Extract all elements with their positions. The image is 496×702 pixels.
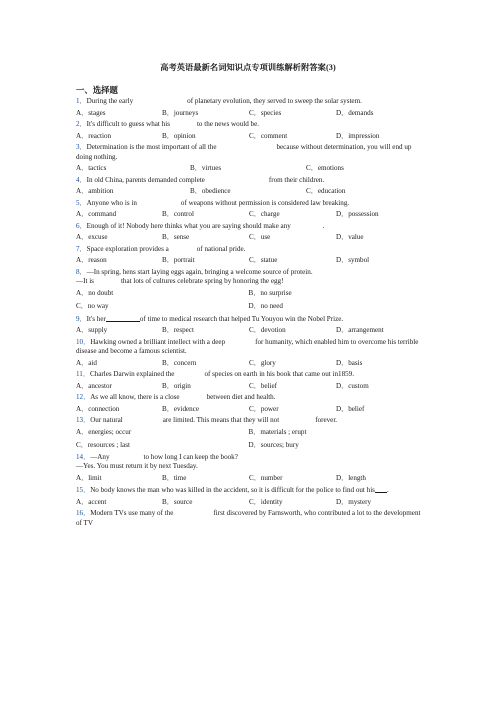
question-text: Charles Darwin explained the: [89, 370, 175, 379]
question-text: In old China, parents demanded complete: [86, 175, 205, 184]
question-14: [76, 453, 421, 463]
options-7: [76, 254, 421, 267]
question-text: As we all know, there is a close: [90, 393, 180, 402]
option-a[interactable]: A．excuse: [76, 233, 108, 242]
option-b[interactable]: B．origin: [162, 381, 191, 390]
option-a[interactable]: A．supply: [76, 326, 108, 335]
question-text: are limited. This means that they will not: [162, 416, 280, 425]
question-text: Our natural: [90, 416, 123, 425]
question-12: [76, 393, 421, 403]
question-number: 10．: [76, 337, 91, 346]
option-b[interactable]: B．opinion: [162, 131, 196, 140]
option-a[interactable]: A．limit: [76, 473, 102, 482]
question-number: 11．: [76, 370, 90, 379]
question-text: Hawking owned a brilliant intellect with a deep: [90, 337, 226, 346]
answer-blank: [106, 314, 140, 322]
option-d[interactable]: D．basis: [336, 358, 363, 367]
option-a[interactable]: A．connection: [76, 404, 120, 413]
option-c[interactable]: C．education: [306, 187, 346, 196]
option-d[interactable]: D．impression: [336, 131, 380, 140]
option-b[interactable]: B．respect: [162, 326, 194, 335]
option-b[interactable]: B．portrait: [162, 256, 195, 265]
question-number: 8．: [76, 267, 87, 276]
option-d[interactable]: D．symbol: [336, 256, 370, 265]
option-c[interactable]: C．identity: [249, 497, 283, 506]
question-number: 15．: [76, 486, 91, 495]
option-c[interactable]: C．use: [249, 233, 271, 242]
option-c[interactable]: C．devotion: [249, 326, 286, 335]
question-number: 12．: [76, 393, 91, 402]
question-list: [76, 97, 421, 528]
options-9: [76, 324, 421, 337]
question-text: —Any: [90, 452, 110, 461]
question-4: [76, 176, 421, 186]
option-b[interactable]: B．control: [162, 210, 194, 219]
question-text: No body knows the man who was killed in the accident, so it is difficult for the police to find out his: [90, 486, 375, 495]
option-d[interactable]: D．arrangement: [336, 326, 384, 335]
question-text: for humanity, which enabled him to overcome his terrible disease and become a famous scientist.: [76, 337, 419, 356]
question-text: of national pride.: [196, 244, 246, 253]
question-number: 4．: [76, 175, 87, 184]
option-c[interactable]: C．glory: [249, 358, 276, 367]
question-text: to the news would be.: [196, 120, 260, 128]
question-text: of species on earth in his book that came out in1859.: [204, 370, 354, 379]
option-b[interactable]: B．source: [162, 497, 193, 506]
question-13: [76, 416, 421, 426]
option-a[interactable]: A．command: [76, 210, 117, 219]
option-a[interactable]: A．accent: [76, 497, 107, 506]
question-10: [76, 338, 421, 357]
option-d[interactable]: D．belief: [336, 404, 365, 413]
question-14-line-2: [76, 462, 421, 472]
question-7: [76, 245, 421, 255]
question-16: [76, 509, 421, 528]
question-text: .: [322, 221, 325, 230]
question-text: of time to medical research that helped Tu Youyou win the Nobel Prize.: [139, 314, 344, 323]
option-c[interactable]: C．comment: [249, 131, 288, 140]
question-text: to how long I can keep the book?: [143, 452, 238, 461]
answer-blank: [375, 485, 387, 493]
option-d[interactable]: D．sources; bury: [248, 441, 299, 450]
options-11: [76, 380, 421, 393]
question-text: —In spring, hens start laying eggs again, bringing a welcome source of protein.: [86, 267, 313, 276]
question-text: It's difficult to guess what his: [86, 120, 170, 128]
option-a[interactable]: A．aid: [76, 358, 97, 367]
options-13-row-1: [76, 426, 421, 439]
question-2: [76, 120, 421, 130]
question-text: from their children.: [268, 175, 325, 184]
option-c[interactable]: C．power: [249, 404, 279, 413]
option-b[interactable]: B．time: [162, 473, 187, 482]
question-text: —It is: [76, 277, 94, 286]
option-d[interactable]: D．demands: [336, 108, 374, 117]
question-text: —Yes. You must return it by next Tuesday.: [76, 462, 198, 471]
option-a[interactable]: A．reason: [76, 256, 107, 265]
option-a[interactable]: A．reaction: [76, 131, 112, 140]
options-12: [76, 403, 421, 416]
options-8-row-2: [76, 300, 421, 313]
question-text: .: [386, 486, 389, 495]
options-13-row-2: [76, 439, 421, 452]
option-b[interactable]: B．obedience: [190, 187, 231, 196]
option-d[interactable]: D．value: [336, 233, 364, 242]
question-number: 1．: [76, 97, 87, 105]
option-c[interactable]: C．emotions: [306, 164, 344, 173]
options-8-row-1: [76, 287, 421, 300]
options-1: [76, 107, 421, 120]
option-c[interactable]: C．statue: [249, 256, 278, 265]
question-5: [76, 199, 421, 209]
option-c[interactable]: C．number: [249, 473, 283, 482]
option-b[interactable]: B．no surprise: [248, 288, 292, 297]
options-10: [76, 357, 421, 370]
option-d[interactable]: D．mystery: [336, 497, 372, 506]
question-3: [76, 143, 421, 162]
question-6: [76, 222, 421, 232]
option-d[interactable]: D．no need: [248, 302, 283, 311]
question-number: 2．: [76, 120, 87, 128]
option-b[interactable]: B．materials ; erupt: [248, 427, 307, 436]
option-a[interactable]: A．energies; occur: [76, 427, 132, 436]
question-text: Modern TVs use many of the: [90, 509, 174, 518]
option-c[interactable]: C．no way: [76, 302, 109, 311]
section-heading: 一、选择题: [76, 86, 118, 95]
options-15: [76, 496, 421, 509]
option-b[interactable]: B．journeys: [162, 108, 199, 117]
option-b[interactable]: B．evidence: [162, 404, 200, 413]
question-number: 9．: [76, 314, 87, 323]
page-title: 高考英语最新名词知识点专项训练解析附答案(3): [160, 63, 336, 72]
option-c[interactable]: C．species: [249, 108, 282, 117]
option-b[interactable]: B．virtues: [190, 164, 222, 173]
option-a[interactable]: A．no doubt: [76, 288, 114, 297]
question-number: 5．: [76, 198, 87, 207]
question-text: that lots of cultures celebrate spring by honoring the egg!: [120, 277, 284, 286]
question-1: [76, 97, 421, 107]
question-number: 16．: [76, 509, 91, 518]
option-d[interactable]: D．length: [336, 473, 366, 482]
question-text: between diet and health.: [206, 393, 276, 402]
option-c[interactable]: C．charge: [249, 210, 280, 219]
option-a[interactable]: A．ambition: [76, 187, 114, 196]
option-c[interactable]: C．resources ; last: [76, 441, 130, 450]
question-8-line-2: [76, 277, 421, 287]
option-a[interactable]: A．tactics: [76, 164, 107, 173]
option-a[interactable]: A．stages: [76, 108, 106, 117]
option-d[interactable]: D．possession: [336, 210, 379, 219]
question-8: [76, 268, 421, 278]
question-text: It's her: [86, 314, 106, 323]
question-text: Anyone who is in: [86, 198, 137, 207]
question-text: of planetary evolution, they served to sweep the solar system.: [187, 97, 362, 105]
question-15: [76, 485, 421, 496]
question-text: During the early: [86, 97, 134, 105]
question-number: 14．: [76, 452, 91, 461]
option-b[interactable]: B．concern: [162, 358, 197, 367]
question-number: 3．: [76, 143, 87, 151]
options-6: [76, 231, 421, 244]
option-b[interactable]: B．sense: [162, 233, 190, 242]
options-2: [76, 130, 421, 143]
question-text: Determination is the most important of all the: [86, 143, 217, 151]
option-a[interactable]: A．ancestor: [76, 381, 112, 390]
options-4: [76, 185, 421, 198]
question-9: [76, 314, 421, 325]
question-text: forever.: [315, 416, 338, 425]
options-14: [76, 472, 421, 485]
option-c[interactable]: C．belief: [249, 381, 277, 390]
options-5: [76, 208, 421, 221]
question-text: Space exploration provides a: [86, 244, 169, 253]
question-text: because without determination, you will end up doing nothing.: [76, 143, 412, 161]
question-text: first discovered by Farnsworth, who contributed a lot to the development of TV: [76, 509, 421, 527]
question-number: 7．: [76, 244, 87, 253]
question-number: 6．: [76, 221, 87, 230]
question-number: 13．: [76, 416, 91, 425]
options-3: [76, 162, 421, 175]
question-11: [76, 370, 421, 380]
question-text: Enough of it! Nobody here thinks what you are saying should make any: [86, 221, 291, 230]
option-d[interactable]: D．custom: [336, 381, 369, 390]
question-text: of weapons without permission is considered law breaking.: [180, 198, 350, 207]
